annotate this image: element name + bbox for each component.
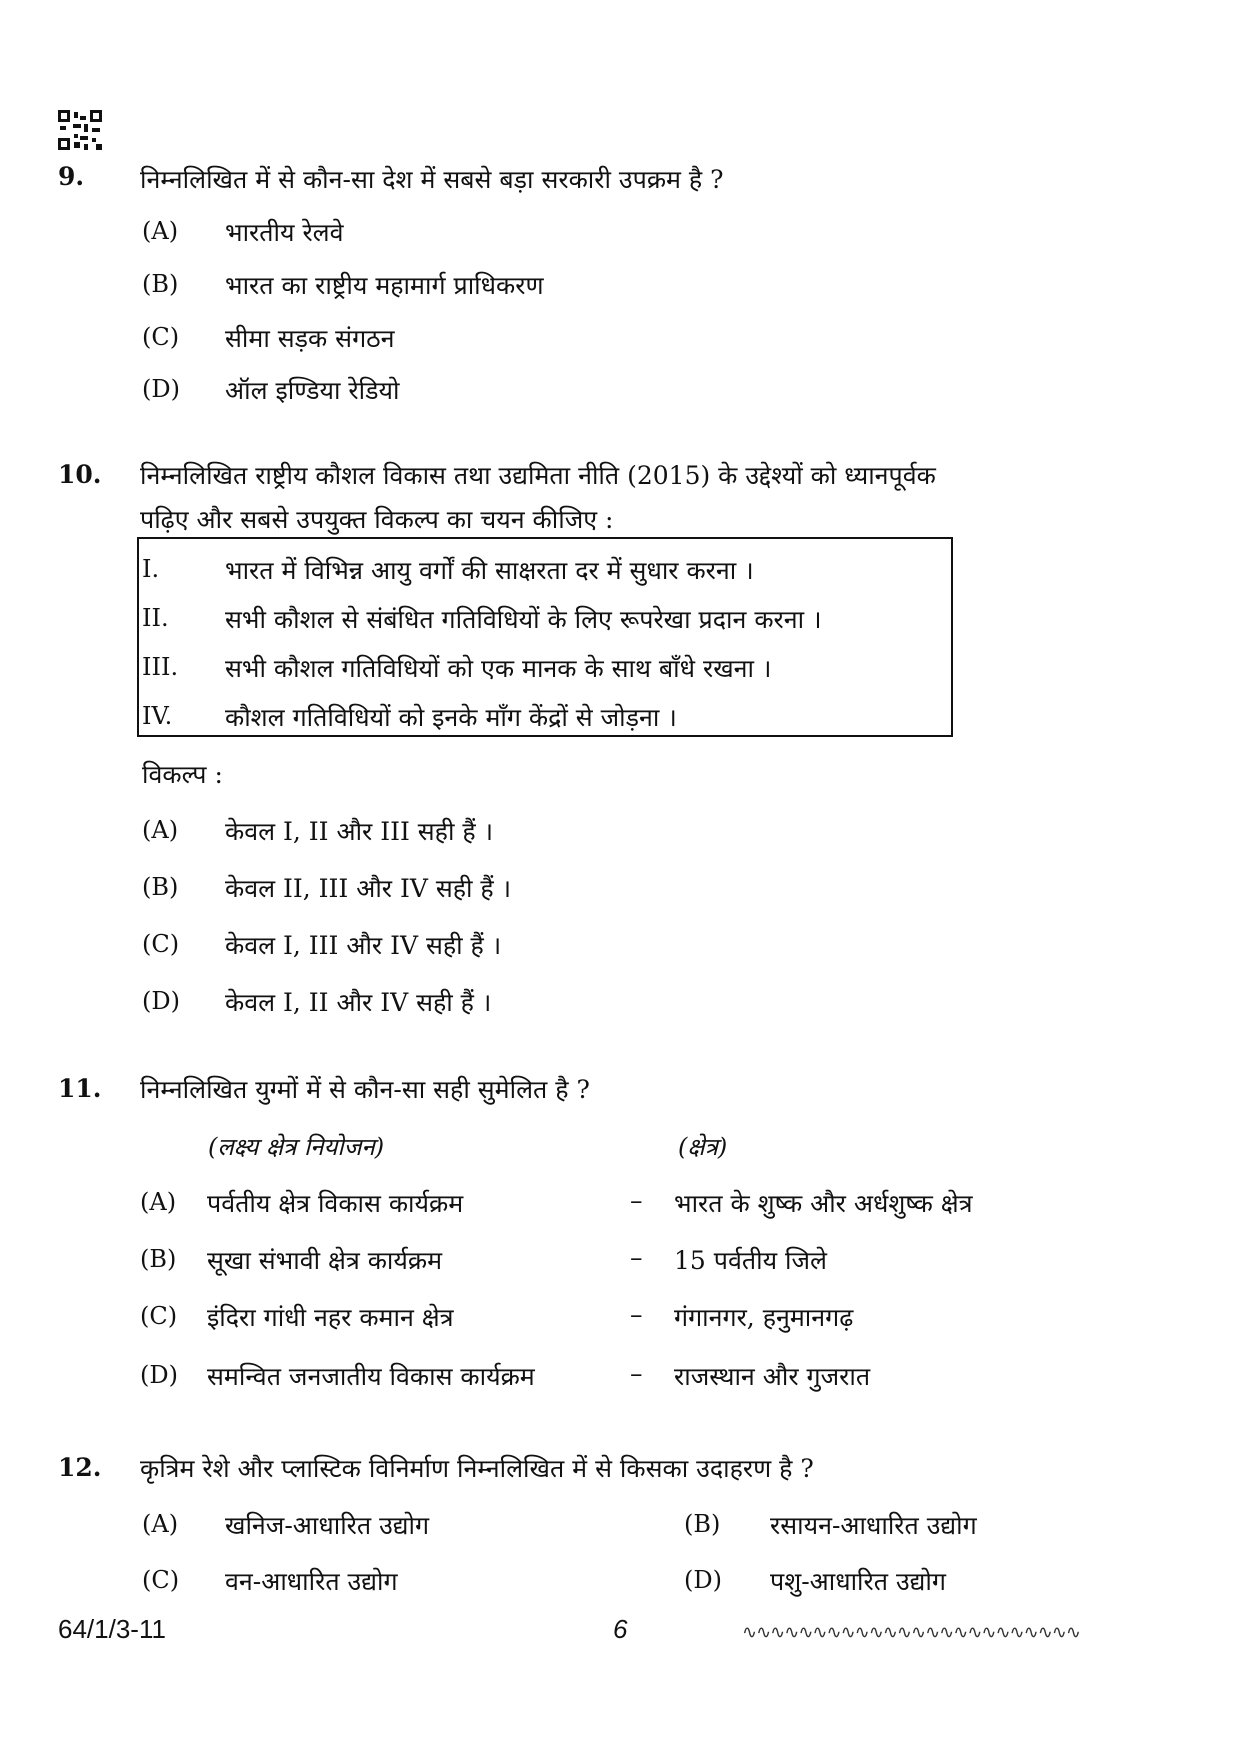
q12-option-a-label: (A) <box>142 1510 179 1538</box>
q9-option-d-label: (D) <box>142 375 180 403</box>
q9-option-b-text: भारत का राष्ट्रीय महामार्ग प्राधिकरण <box>225 271 544 300</box>
paper-code: 64/1/3-11 <box>58 1614 166 1644</box>
statement-4-label: IV. <box>142 702 173 730</box>
q11-option-c-left: इंदिरा गांधी नहर कमान क्षेत्र <box>207 1303 454 1332</box>
q10-option-c-text: केवल I, III और IV सही हैं । <box>225 931 502 960</box>
question-12-number: 12. <box>58 1453 102 1482</box>
q9-option-d-text: ऑल इण्डिया रेडियो <box>225 376 400 405</box>
q11-option-c-right: गंगानगर, हनुमानगढ़ <box>674 1303 854 1332</box>
q11-option-c-label: (C) <box>140 1302 178 1330</box>
page-number: 6 <box>613 1614 628 1644</box>
q12-option-c-text: वन-आधारित उद्योग <box>225 1567 398 1596</box>
question-10-number: 10. <box>58 460 102 489</box>
q11-option-d-left: समन्वित जनजातीय विकास कार्यक्रम <box>207 1362 535 1391</box>
q10-option-d-text: केवल I, II और IV सही हैं । <box>225 988 492 1017</box>
statement-3-label: III. <box>142 653 179 681</box>
statement-3-text: सभी कौशल गतिविधियों को एक मानक के साथ बाँधे रखना । <box>225 654 772 683</box>
column-1-heading: (लक्ष्य क्षेत्र नियोजन) <box>208 1133 385 1161</box>
q10-option-a-label: (A) <box>142 816 179 844</box>
statement-1-text: भारत में विभिन्न आयु वर्गों की साक्षरता दर में सुधार करना । <box>225 556 754 585</box>
q11-option-b-left: सूखा संभावी क्षेत्र कार्यक्रम <box>207 1246 443 1275</box>
qr-code <box>58 110 102 150</box>
q11-option-a-label: (A) <box>140 1188 177 1216</box>
q12-option-c-label: (C) <box>142 1566 180 1594</box>
q11-option-b-right: 15 पर्वतीय जिले <box>674 1246 828 1275</box>
q11-option-a-right: भारत के शुष्क और अर्धशुष्क क्षेत्र <box>674 1189 973 1218</box>
statement-4-text: कौशल गतिविधियों को इनके माँग केंद्रों से जोड़ना । <box>225 703 677 732</box>
question-9-number: 9. <box>58 162 85 191</box>
q9-option-c-text: सीमा सड़क संगठन <box>225 324 395 353</box>
question-10-text-line2: पढ़िए और सबसे उपयुक्त विकल्प का चयन कीजिए : <box>140 505 614 534</box>
q9-option-a-label: (A) <box>142 217 179 245</box>
q10-option-d-label: (D) <box>142 987 180 1015</box>
q12-option-b-label: (B) <box>684 1510 721 1538</box>
q11-option-b-label: (B) <box>140 1245 177 1273</box>
question-11-text: निम्नलिखित युग्मों में से कौन-सा सही सुमेलित है ? <box>140 1075 590 1104</box>
question-9-text: निम्नलिखित में से कौन-सा देश में सबसे बड़ा सरकारी उपक्रम है ? <box>140 165 724 194</box>
column-2-heading: (क्षेत्र) <box>678 1133 728 1161</box>
statement-2-text: सभी कौशल से संबंधित गतिविधियों के लिए रूपरेखा प्रदान करना । <box>225 605 822 634</box>
question-12-text: कृत्रिम रेशे और प्लास्टिक विनिर्माण निम्नलिखित में से किसका उदाहरण है ? <box>140 1454 814 1483</box>
q9-option-c-label: (C) <box>142 323 180 351</box>
statement-1-label: I. <box>142 555 160 583</box>
q12-option-d-label: (D) <box>684 1566 722 1594</box>
statement-2-label: II. <box>142 604 169 632</box>
q12-option-b-text: रसायन-आधारित उद्योग <box>770 1511 977 1540</box>
q11-option-a-left: पर्वतीय क्षेत्र विकास कार्यक्रम <box>207 1189 464 1218</box>
question-11-number: 11. <box>58 1074 102 1103</box>
q10-option-c-label: (C) <box>142 930 180 958</box>
q12-option-a-text: खनिज-आधारित उद्योग <box>225 1511 430 1540</box>
q10-option-a-text: केवल I, II और III सही हैं । <box>225 817 494 846</box>
q10-option-b-text: केवल II, III और IV सही हैं । <box>225 874 512 903</box>
q11-option-d-right: राजस्थान और गुजरात <box>674 1362 871 1391</box>
q11-option-a-dash: – <box>630 1186 643 1215</box>
question-10-text-line1: निम्नलिखित राष्ट्रीय कौशल विकास तथा उद्यमिता नीति (2015) के उद्देश्यों को ध्यानपूर्वक <box>140 461 936 490</box>
options-heading: विकल्प : <box>142 760 223 789</box>
q11-option-b-dash: – <box>630 1243 643 1272</box>
q11-option-d-dash: – <box>630 1359 643 1388</box>
q12-option-d-text: पशु-आधारित उद्योग <box>770 1567 946 1596</box>
q11-option-d-label: (D) <box>140 1361 178 1389</box>
wavy-line-decoration: ∿∿∿∿∿∿∿∿∿∿∿∿∿∿∿∿∿∿∿∿∿∿∿∿ <box>742 1622 1080 1643</box>
q9-option-a-text: भारतीय रेलवे <box>225 218 344 247</box>
q10-option-b-label: (B) <box>142 873 179 901</box>
q11-option-c-dash: – <box>630 1300 643 1329</box>
q9-option-b-label: (B) <box>142 270 179 298</box>
